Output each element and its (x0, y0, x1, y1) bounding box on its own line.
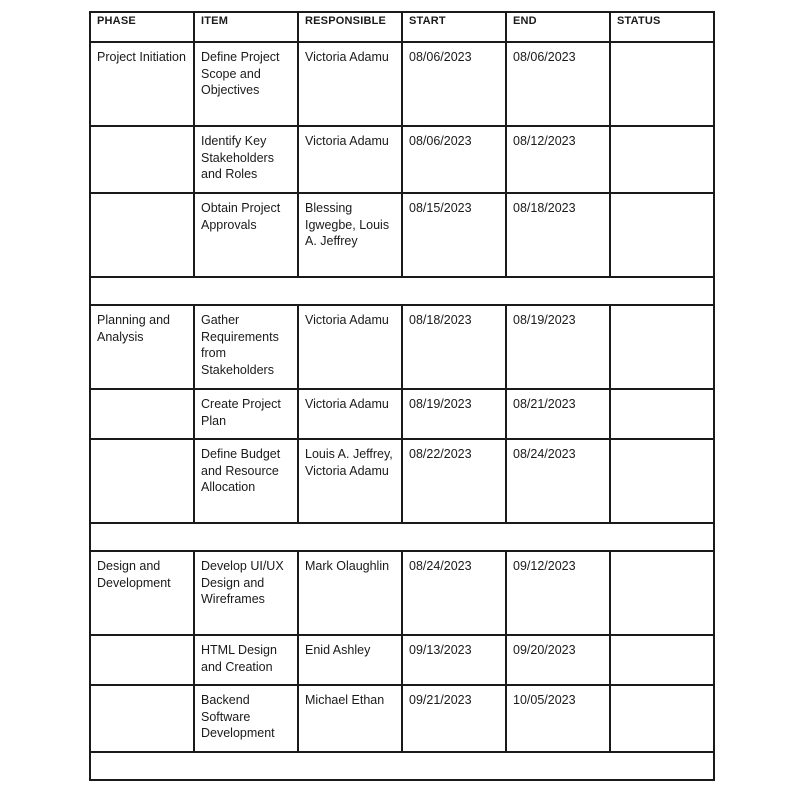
end-cell: 08/24/2023 (506, 439, 610, 523)
start-cell: 08/19/2023 (402, 389, 506, 439)
header-row (90, 12, 714, 42)
table-row (90, 126, 714, 193)
status-cell[interactable] (610, 389, 714, 439)
end-cell: 08/19/2023 (506, 305, 610, 389)
spacer-cell (90, 277, 714, 305)
responsible-cell: Enid Ashley (298, 635, 402, 685)
header-responsible: RESPONSIBLE (298, 12, 402, 42)
end-cell: 08/06/2023 (506, 42, 610, 126)
status-cell[interactable] (610, 193, 714, 277)
start-cell: 09/13/2023 (402, 635, 506, 685)
responsible-cell: Victoria Adamu (298, 305, 402, 389)
status-cell[interactable] (610, 126, 714, 193)
start-cell: 08/06/2023 (402, 126, 506, 193)
item-cell: HTML Design and Creation (194, 635, 298, 685)
spacer-cell (90, 752, 714, 780)
phase-cell: Design and Development (90, 551, 194, 635)
project-schedule-table (89, 11, 715, 781)
end-cell: 08/21/2023 (506, 389, 610, 439)
table-row (90, 193, 714, 277)
responsible-cell: Michael Ethan (298, 685, 402, 752)
table-row (90, 389, 714, 439)
start-cell: 09/21/2023 (402, 685, 506, 752)
status-cell[interactable] (610, 635, 714, 685)
table-row (90, 551, 714, 635)
phase-cell (90, 126, 194, 193)
spacer-row (90, 752, 714, 780)
header-status: STATUS (610, 12, 714, 42)
phase-cell (90, 635, 194, 685)
spacer-cell (90, 523, 714, 551)
item-cell: Backend Software Development (194, 685, 298, 752)
header-end: END (506, 12, 610, 42)
spacer-row (90, 277, 714, 305)
item-cell: Define Project Scope and Objectives (194, 42, 298, 126)
responsible-cell: Blessing Igwegbe, Louis A. Jeffrey (298, 193, 402, 277)
item-cell: Gather Requirements from Stakeholders (194, 305, 298, 389)
table-row (90, 439, 714, 523)
start-cell: 08/18/2023 (402, 305, 506, 389)
end-cell: 08/12/2023 (506, 126, 610, 193)
phase-cell: Planning and Analysis (90, 305, 194, 389)
header-phase: PHASE (90, 12, 194, 42)
start-cell: 08/06/2023 (402, 42, 506, 126)
responsible-cell: Mark Olaughlin (298, 551, 402, 635)
end-cell: 08/18/2023 (506, 193, 610, 277)
status-cell[interactable] (610, 551, 714, 635)
phase-cell (90, 389, 194, 439)
end-cell: 09/12/2023 (506, 551, 610, 635)
item-cell: Define Budget and Resource Allocation (194, 439, 298, 523)
spacer-row (90, 523, 714, 551)
status-cell[interactable] (610, 42, 714, 126)
phase-cell (90, 439, 194, 523)
responsible-cell: Victoria Adamu (298, 389, 402, 439)
phase-cell (90, 685, 194, 752)
item-cell: Obtain Project Approvals (194, 193, 298, 277)
table-row (90, 305, 714, 389)
end-cell: 09/20/2023 (506, 635, 610, 685)
item-cell: Create Project Plan (194, 389, 298, 439)
table-row (90, 635, 714, 685)
status-cell[interactable] (610, 439, 714, 523)
responsible-cell: Louis A. Jeffrey, Victoria Adamu (298, 439, 402, 523)
phase-cell (90, 193, 194, 277)
phase-cell: Project Initiation (90, 42, 194, 126)
end-cell: 10/05/2023 (506, 685, 610, 752)
table-row (90, 42, 714, 126)
header-start: START (402, 12, 506, 42)
start-cell: 08/22/2023 (402, 439, 506, 523)
start-cell: 08/24/2023 (402, 551, 506, 635)
status-cell[interactable] (610, 685, 714, 752)
responsible-cell: Victoria Adamu (298, 126, 402, 193)
item-cell: Identify Key Stakeholders and Roles (194, 126, 298, 193)
status-cell[interactable] (610, 305, 714, 389)
item-cell: Develop UI/UX Design and Wireframes (194, 551, 298, 635)
responsible-cell: Victoria Adamu (298, 42, 402, 126)
start-cell: 08/15/2023 (402, 193, 506, 277)
table-row (90, 685, 714, 752)
header-item: ITEM (194, 12, 298, 42)
